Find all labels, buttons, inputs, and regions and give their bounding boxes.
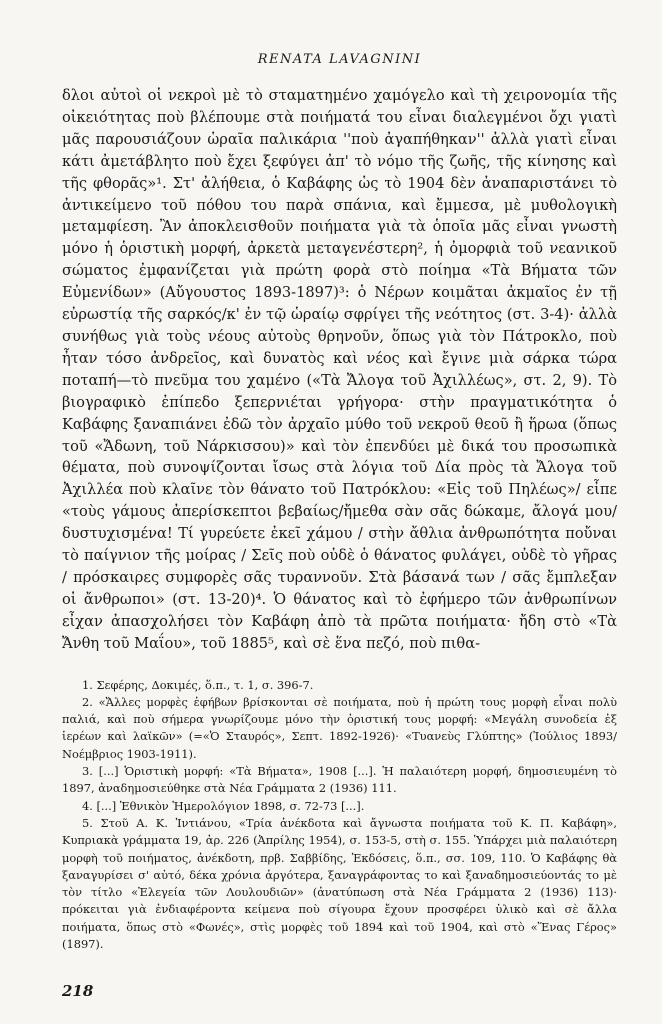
page-number: 218 xyxy=(62,982,94,1000)
footnote-5: 5. Στοῦ Α. Κ. Ἰντιάνου, «Τρία ἀνέκδοτα καὶ ἄγνωστα ποιήματα τοῦ Κ. Π. Καβάφη», Κυπριακὰ γράμματα 19, ἀρ. 226 (Ἀπρίλης 1954), σ. 153-5, στὴ σ. 155. Ὑπάρχει μιὰ παλαιότερη μορφὴ τοῦ ποιήματος, ἀνέκδοτη, πρβ. Σαββίδης, Ἐκδόσεις, ὅ.π., σσ. 109, 110. Ὁ Καβάφης θὰ ξαναγυρίσει σ' αὐτό, δέκα χρόνια ἀργότερα, ξαναγράφοντας το καὶ ξαναδημοσιεύοντάς το μὲ τὸν τίτλο «Ἐλεγεία τῶν Λουλουδιῶν» (ἀνατύπωση στὰ Νέα Γράμματα 2 (1936) 113)· πρόκειται γιὰ ἐνδιαφέροντα κείμενα ποὺ σίγουρα ἔχουν προσφέρει ὑλικὸ καὶ σὲ ἄλλα ποιήματα, ὅπως στὸ «Φωνές», στὶς μορφὲς τοῦ 1894 καὶ τοῦ 1904, καὶ στὸ «Ἕνας Γέρος» (1897). xyxy=(62,815,617,952)
running-head: RENATA LAVAGNINI xyxy=(257,52,422,67)
page xyxy=(62,52,617,1012)
footnote-3: 3. [...] Ὁριστικὴ μορφή: «Τὰ Βήματα», 1908 [...]. Ἡ παλαιότερη μορφή, δημοσιευμένη τὸ 1897, ἀναδημοσιεύθηκε στὰ Νέα Γράμματα 2 (1936) 111. xyxy=(62,764,617,796)
body-paragraph: δλοι αὐτοὶ οἱ νεκροὶ μὲ τὸ σταματημένο χαμόγελο καὶ τὴ χειρονομία τῆς οἰκειότητας ποὺ βλέπουμε στὰ ποιήματά του εἶναι διαλεγμένοι ὄχι γιατὶ μᾶς παρουσιάζουν ὡραῖα παλικάρια ''ποὺ ἀγαπήθηκαν'' ἀλλὰ γιατὶ εἶναι κάτι ἀμετάβλητο ποὺ ἔχει ξεφύγει ἀπ' τὸ νόμο τῆς ζωῆς, τῆς κίνησης καὶ τῆς φθορᾶς»¹. Στ' ἀλήθεια, ὁ Καβάφης ὡς τὸ 1904 δὲν ἀναπαριστάνει τὸ ἀντικείμενο τοῦ πόθου του παρὰ σπάνια, καὶ ἔμμεσα, μὲ μυθολογικὴ μεταμφίεση. Ἂν ἀποκλεισθοῦν ποιήματα γιὰ τὰ ὁποῖα μᾶς εἶναι γνωστὴ μόνο ἡ ὁριστικὴ μορφή, ἀρκετὰ μεταγενέστερη², ἡ ὀμορφιὰ τοῦ νεανικοῦ σώματος ἐμφανίζεται γιὰ πρώτη φορὰ στὸ ποίημα «Τὰ Βήματα τῶν Εὐμενίδων» (Αὔγουστος 1893-1897)³: ὁ Νέρων κοιμᾶται ἀκμαῖος ἐν τῇ εὐρωστίᾳ τῆς σαρκός/κ' ἐν τῷ ὡραίῳ σφρίγει τῆς νεότητος (στ. 3-4)· ἀλλὰ συνήθως γιὰ τοὺς νέους αὐτοὺς θρηνοῦν, ὅπως γιὰ τὸν Πάτροκλο, ποὺ ἦταν τόσο ἀνδρεῖος, καὶ δυνατὸς καὶ νέος καὶ ἔγινε μιὰ σάρκα τώρα ποταπή—τὸ πνεῦμα του χαμένο («Τὰ Ἄλογα τοῦ Ἀχιλλέως», στ. 2, 9). Τὸ βιογραφικὸ ἐπίπεδο ξεπερνιέται γρήγορα· στὴν πραγματικότητα ὁ Καβάφης ξαναπιάνει ἐδῶ τὸν ἀρχαῖο μύθο τοῦ νεκροῦ θεοῦ ἢ ἥρωα (ὅπως τοῦ «Ἄδωνη, τοῦ Νάρκισσου)» καὶ τὸν ἐπενδύει μὲ δικά του προσωπικὰ θέματα, ποὺ συνοψίζονται ἴσως στὰ λόγια τοῦ Δία πρὸς τὰ Ἄλογα τοῦ Ἀχιλλέα ποὺ κλαῖνε τὸν θάνατο τοῦ Πατρόκλου: «Εἰς τοῦ Πηλέως»/ εἶπε «τοὺς γάμους ἀπερίσκεπτοι βεβαίως/ἤμεθα σὰν σᾶς δώκαμε, ἄλογά μου/δυστυχισμένα! Τί γυρεύετε ἐκεῖ χάμου / στὴν ἄθλια ἀνθρωπότητα ποὔναι τὸ παίγνιον τῆς μοίρας / Σεῖς ποὺ οὐδὲ ὁ θάνατος φυλάγει, οὐδὲ τὸ γῆρας / πρόσκαιρες συμφορὲς σᾶς τυραννοῦν. Στὰ βάσανά των / σᾶς ἔμπλεξαν οἱ ἄνθρωποι» (στ. 13-20)⁴. Ὁ θάνατος καὶ τὸ ἐφήμερο τῶν ἀνθρωπίνων εἶχαν ἀπασχολήσει τὸν Καβάφη ἀπὸ τὰ πρῶτα ποιήματα· ἤδη στὸ «Τὰ Ἄνθη τοῦ Μαΐου», τοῦ 1885⁵, καὶ σὲ ἕνα πεζό, ποὺ πιθα- xyxy=(62,87,617,652)
footnote-1: 1. Σεφέρης, Δοκιμές, ὅ.π., τ. 1, σ. 396-7. xyxy=(82,677,314,692)
footnote-4: 4. [...] Ἐθνικὸν Ἡμερολόγιον 1898, σ. 72-73 [...]. xyxy=(82,798,365,813)
footnote-2: 2. «Ἄλλες μορφὲς ἐφήβων βρίσκονται σὲ ποιήματα, ποὺ ἡ πρώτη τους μορφὴ εἶναι πολὺ παλιά, καὶ ποὺ σήμερα γνωρίζουμε μόνο τὴν ὁριστική τους μορφή: «Μεγάλη συνοδεία ἐξ ἱερέων καὶ λαϊκῶν» (=«Ὁ Σταυρός», Σεπτ. 1892-1926)· «Τυανεὺς Γλύπτης» (Ἰούλιος 1893/Νοέμβριος 1903-1911). xyxy=(62,694,617,761)
body-text xyxy=(62,85,617,655)
footnotes xyxy=(62,677,617,954)
